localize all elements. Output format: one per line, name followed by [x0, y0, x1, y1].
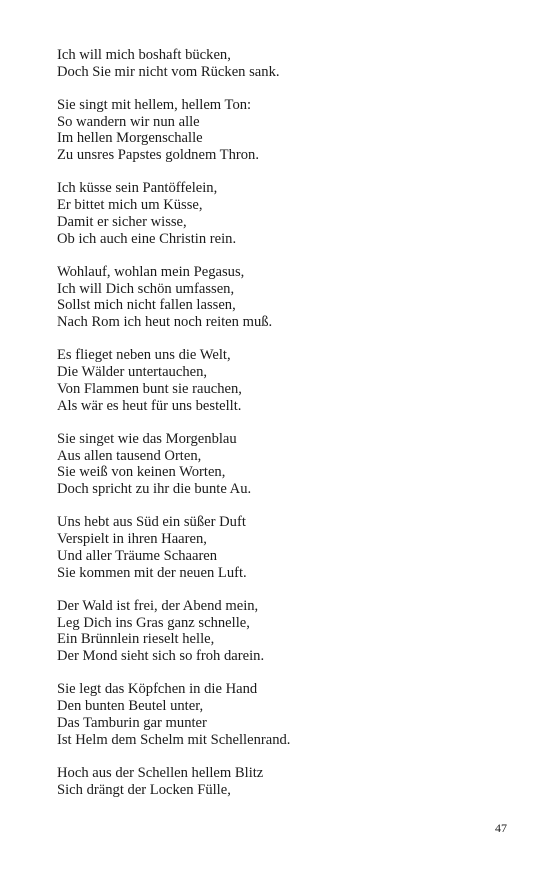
verse-line: Doch spricht zu ihr die bunte Au. — [57, 481, 252, 498]
stanza — [57, 514, 497, 581]
verse-line: Verspielt in ihren Haaren, — [57, 531, 207, 548]
verse-line: Sie singt mit hellem, hellem Ton: — [57, 96, 252, 113]
verse-line: Aus allen tausend Orten, — [57, 447, 202, 464]
verse-line: So wandern wir nun alle — [57, 113, 200, 130]
verse-line: Hoch aus der Schellen hellem Blitz — [57, 764, 264, 781]
verse-line: Er bittet mich um Küsse, — [57, 197, 203, 214]
verse-line: Nach Rom ich heut noch reiten muß. — [57, 314, 273, 331]
stanza — [57, 347, 497, 414]
verse-line: Ein Brünnlein rieselt helle, — [57, 631, 215, 648]
stanza — [57, 264, 497, 331]
verse-line: Als wär es heut für uns bestellt. — [57, 397, 242, 414]
verse-line: Die Wälder untertauchen, — [57, 364, 208, 381]
verse-line: Ich will Dich schön umfassen, — [57, 280, 235, 297]
verse-line: Den bunten Beutel unter, — [57, 698, 204, 715]
stanza — [57, 681, 497, 748]
verse-line: Der Wald ist frei, der Abend mein, — [57, 597, 259, 614]
verse-line: Im hellen Morgenschalle — [57, 130, 203, 147]
verse-line: Sie weiß von keinen Worten, — [57, 464, 226, 481]
verse-line: Der Mond sieht sich so froh darein. — [57, 648, 265, 665]
verse-line: Von Flammen bunt sie rauchen, — [57, 380, 242, 397]
verse-line: Ich will mich boshaft bücken, — [57, 47, 231, 63]
stanza — [57, 431, 497, 498]
verse-line: Sollst mich nicht fallen lassen, — [57, 297, 236, 314]
stanza — [57, 180, 497, 247]
verse-line: Sie legt das Köpfchen in die Hand — [57, 681, 258, 698]
verse-line: Wohlauf, wohlan mein Pegasus, — [57, 263, 245, 280]
verse-line: Sie kommen mit der neuen Luft. — [57, 564, 247, 581]
verse-line: Sich drängt der Locken Fülle, — [57, 781, 231, 798]
verse-line: Damit er sicher wisse, — [57, 213, 187, 230]
verse-line: Es flieget neben uns die Welt, — [57, 347, 231, 364]
page-number: 47 — [495, 821, 507, 835]
stanza — [57, 97, 497, 164]
verse-line: Ich küsse sein Pantöffelein, — [57, 180, 218, 197]
verse-line: Sie singet wie das Morgenblau — [57, 430, 237, 447]
verse-line: Ob ich auch eine Christin rein. — [57, 230, 237, 247]
stanza — [57, 47, 497, 81]
verse-line: Uns hebt aus Süd ein süßer Duft — [57, 514, 246, 531]
verse-line: Das Tamburin gar munter — [57, 714, 207, 731]
stanza — [57, 765, 497, 799]
verse-line: Leg Dich ins Gras ganz schnelle, — [57, 614, 250, 631]
verse-line: Zu unsres Papstes goldnem Thron. — [57, 147, 259, 164]
verse-line: Und aller Träume Schaaren — [57, 547, 218, 564]
verse-line: Doch Sie mir nicht vom Rücken sank. — [57, 63, 280, 80]
poem-text — [57, 47, 497, 815]
verse-line: Ist Helm dem Schelm mit Schellenrand. — [57, 731, 291, 748]
stanza — [57, 598, 497, 665]
